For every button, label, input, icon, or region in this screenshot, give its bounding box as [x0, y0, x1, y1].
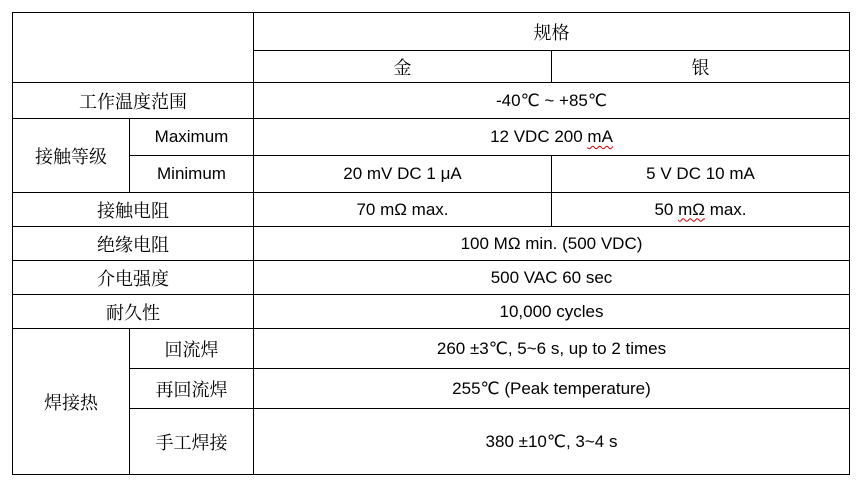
contact-rating-max-number: 12 VDC 200: [490, 127, 588, 146]
contact-rating-min-gold: 20 mV DC 1 μA: [254, 156, 552, 193]
row-operating-temp: [13, 83, 850, 119]
soldering-row-label: 再回流焊: [130, 369, 254, 409]
operating-temp-label: 工作温度范围: [13, 83, 254, 119]
contact-resistance-silver-suffix: max.: [704, 199, 747, 219]
header-blank-cell: [13, 13, 254, 83]
operating-temp-value: -40℃ ~ +85℃: [254, 83, 850, 119]
row-insulation-resistance: [13, 227, 850, 261]
header-spec: 规格: [254, 13, 850, 51]
contact-resistance-silver: [552, 193, 850, 227]
contact-resistance-gold: 70 mΩ max.: [254, 193, 552, 227]
soldering-row-label: 回流焊: [130, 329, 254, 369]
soldering-row-value: 380 ±10℃, 3~4 s: [254, 409, 850, 475]
durability-label: 耐久性: [13, 295, 254, 329]
contact-rating-label: 接触等级: [13, 119, 130, 193]
contact-rating-min-silver: 5 V DC 10 mA: [552, 156, 850, 193]
contact-resistance-silver-unit: mΩ: [678, 199, 705, 219]
soldering-row-value: 255℃ (Peak temperature): [254, 369, 850, 409]
dielectric-strength-label: 介电强度: [13, 261, 254, 295]
contact-resistance-label: 接触电阻: [13, 193, 254, 227]
row-soldering-hand: [13, 409, 850, 475]
row-soldering-re-reflow: [13, 369, 850, 409]
row-dielectric-strength: [13, 261, 850, 295]
spec-table: [12, 12, 850, 475]
header-silver: 银: [552, 51, 850, 83]
row-soldering-reflow: [13, 329, 850, 369]
dielectric-strength-value: 500 VAC 60 sec: [254, 261, 850, 295]
contact-resistance-silver-number: 50: [654, 199, 679, 219]
row-contact-rating-max: [13, 119, 850, 156]
row-contact-rating-min: [13, 156, 850, 193]
contact-rating-max-label: Maximum: [130, 119, 254, 156]
insulation-resistance-value: 100 MΩ min. (500 VDC): [254, 227, 850, 261]
contact-rating-max-value: [254, 119, 850, 156]
header-row: [13, 13, 850, 51]
header-gold: 金: [254, 51, 552, 83]
row-contact-resistance: [13, 193, 850, 227]
insulation-resistance-label: 绝缘电阻: [13, 227, 254, 261]
durability-value: 10,000 cycles: [254, 295, 850, 329]
soldering-heat-label: 焊接热: [13, 329, 130, 475]
contact-rating-max-unit: mA: [587, 127, 613, 146]
soldering-row-label: 手工焊接: [130, 409, 254, 475]
soldering-row-value: 260 ±3℃, 5~6 s, up to 2 times: [254, 329, 850, 369]
contact-rating-min-label: Minimum: [130, 156, 254, 193]
row-durability: [13, 295, 850, 329]
